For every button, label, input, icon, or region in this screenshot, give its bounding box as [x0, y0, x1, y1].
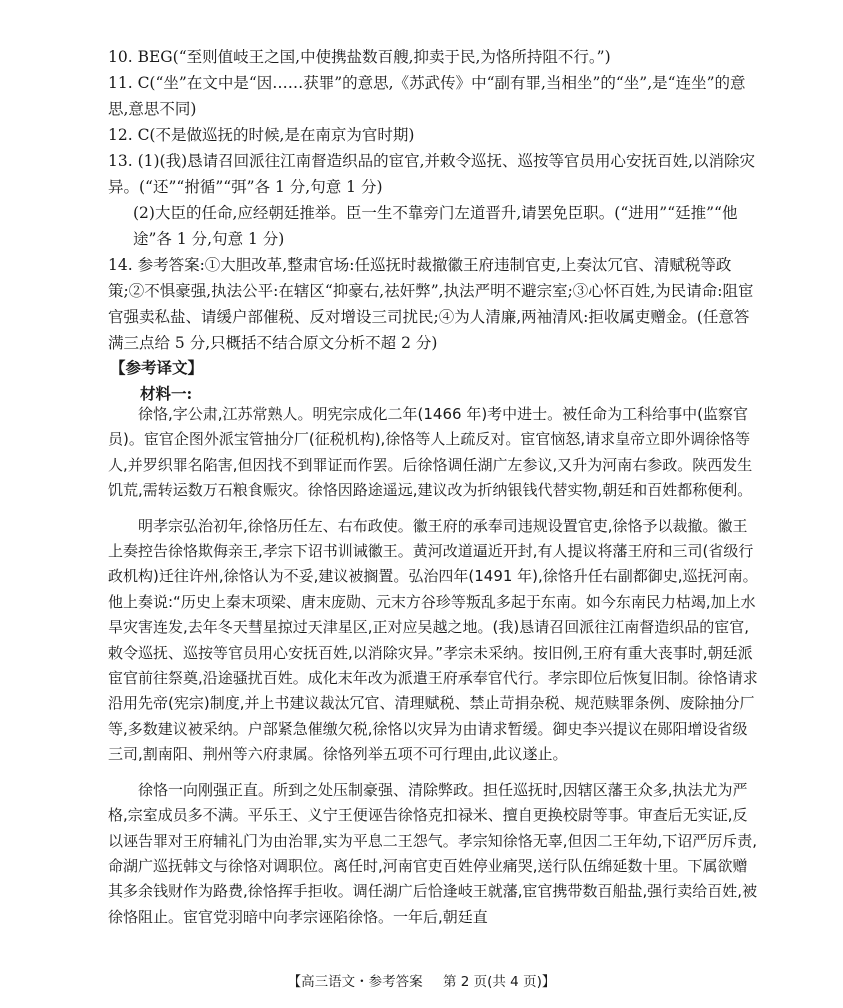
answer-q13-part1: 13. (1)(我)恳请召回派往江南督造织品的宦官,并敕令巡抚、巡按等官员用心安抚百姓,以消除灾异。(“还”“拊循”“弭”各 1 分,句意 1 分) [108, 152, 755, 196]
material-one-heading: 材料一: [140, 384, 193, 403]
answer-q13-part2: (2)大臣的任命,应经朝廷推举。臣一生不靠旁门左道晋升,请罢免臣职。(“进用”“廷推”“他途”各 1 分,句意 1 分) [133, 204, 738, 248]
page-footer [0, 970, 843, 990]
reference-translation-heading: 【参考译文】 [110, 358, 204, 377]
translation-body [108, 402, 758, 940]
translation-paragraph: 徐恪一向刚强正直。所到之处压制豪强、清除弊政。担任巡抚时,因辖区藩王众多,执法尤为严格,宗室成员多不满。平乐王、义宁王便诬告徐恪克扣禄米、擅自更换校尉等事。审查后无实证,反以诬告罪对王府辅礼门为由治罪,实为平息二王怨气。孝宗知徐恪无辜,但因二王年幼,下诏严厉斥责,命湖广巡抚韩文与徐恪对调职位。离任时,河南官吏百姓停业痛哭,送行队伍绵延数十里。下属欲赠其多余钱财作为路费,徐恪挥手拒收。调任湖广后恰逢岐王就藩,宦官携带数百船盐,强行卖给百姓,被徐恪阻止。宦官党羽暗中向孝宗诬陷徐恪。一年后,朝廷直 [108, 780, 758, 926]
answer-q14: 14. 参考答案:①大胆改革,整肃官场:任巡抚时裁撤徽王府违制官吏,上奏汰冗官、清赋税等政策;②不惧豪强,执法公平:在辖区“抑豪右,祛奸弊”,执法严明不避宗室;③心怀百姓,为民请命:阻宦官强卖私盐、请缓户部催税、反对增设三司扰民;④为人清廉,两袖清风:拒收属吏赠金。(任意答满三点给 5 分,只概括不结合原文分析不超 2 分) [108, 256, 754, 352]
answer-q10: 10. BEG(“至则值岐王之国,中使携盐数百艘,抑卖于民,为恪所持阻不行。”) [108, 48, 611, 66]
footer-subject: 【高三语文・参考答案 [287, 974, 423, 990]
answer-q12: 12. C(不是做巡抚的时候,是在南京为官时期) [108, 126, 415, 144]
answer-q11: 11. C(“坐”在文中是“因……获罪”的意思,《苏武传》中“副有罪,当相坐”的“坐”,是“连坐”的意思,意思不同) [108, 74, 746, 118]
translation-paragraph: 明孝宗弘治初年,徐恪历任左、右布政使。徽王府的承奉司违规设置官吏,徐恪予以裁撤。徽王上奏控告徐恪欺侮亲王,孝宗下诏书训诫徽王。黄河改道逼近开封,有人提议将藩王府和三司(省级行政机构)迁往许州,徐恪认为不妥,建议被搁置。弘治四年(1491 年),徐恪升任右副都御史,巡抚河南。他上奏说:“历史上秦末项梁、唐末庞勋、元末方谷珍等叛乱多起于东南。如今东南民力枯竭,加上水旱灾害连发,去年冬天彗星掠过天津星区,正对应吴越之地。(我)恳请召回派往江南督造织品的宦官,敕令巡抚、巡按等官员用心安抚百姓,以消除灾异。”孝宗未采纳。按旧例,王府有重大丧事时,朝廷派宦官前往祭奠,沿途骚扰百姓。成化末年改为派遣王府承奉官代行。孝宗即位后恢复旧制。徐恪请求沿用先帝(宪宗)制度,并上书建议裁汰冗官、清理赋税、禁止苛捐杂税、规范赎罪条例、废除抽分厂等,多数建议被采纳。户部紧急催缴欠税,徐恪以灾异为由请求暂缓。御史李兴提议在郧阳增设省级三司,割南阳、荆州等六府隶属。徐恪列举五项不可行理由,此议遂止。 [108, 516, 758, 764]
translation-paragraph: 徐恪,字公肃,江苏常熟人。明宪宗成化二年(1466 年)考中进士。被任命为工科给事中(监察官员)。宦官企图外派宝管抽分厂(征税机构),徐恪等人上疏反对。宦官恼怒,请求皇帝立即外调徐恪等人,并罗织罪名陷害,但因找不到罪证而作罢。后徐恪调任湖广左参议,又升为河南右参政。陕西发生饥荒,需转运数万石粮食赈灾。徐恪因路途遥远,建议改为折纳银钱代替实物,朝廷和百姓都称便利。 [108, 405, 753, 500]
answer-key [108, 44, 758, 356]
footer-page-number: 第 2 页(共 4 页)】 [442, 974, 556, 990]
